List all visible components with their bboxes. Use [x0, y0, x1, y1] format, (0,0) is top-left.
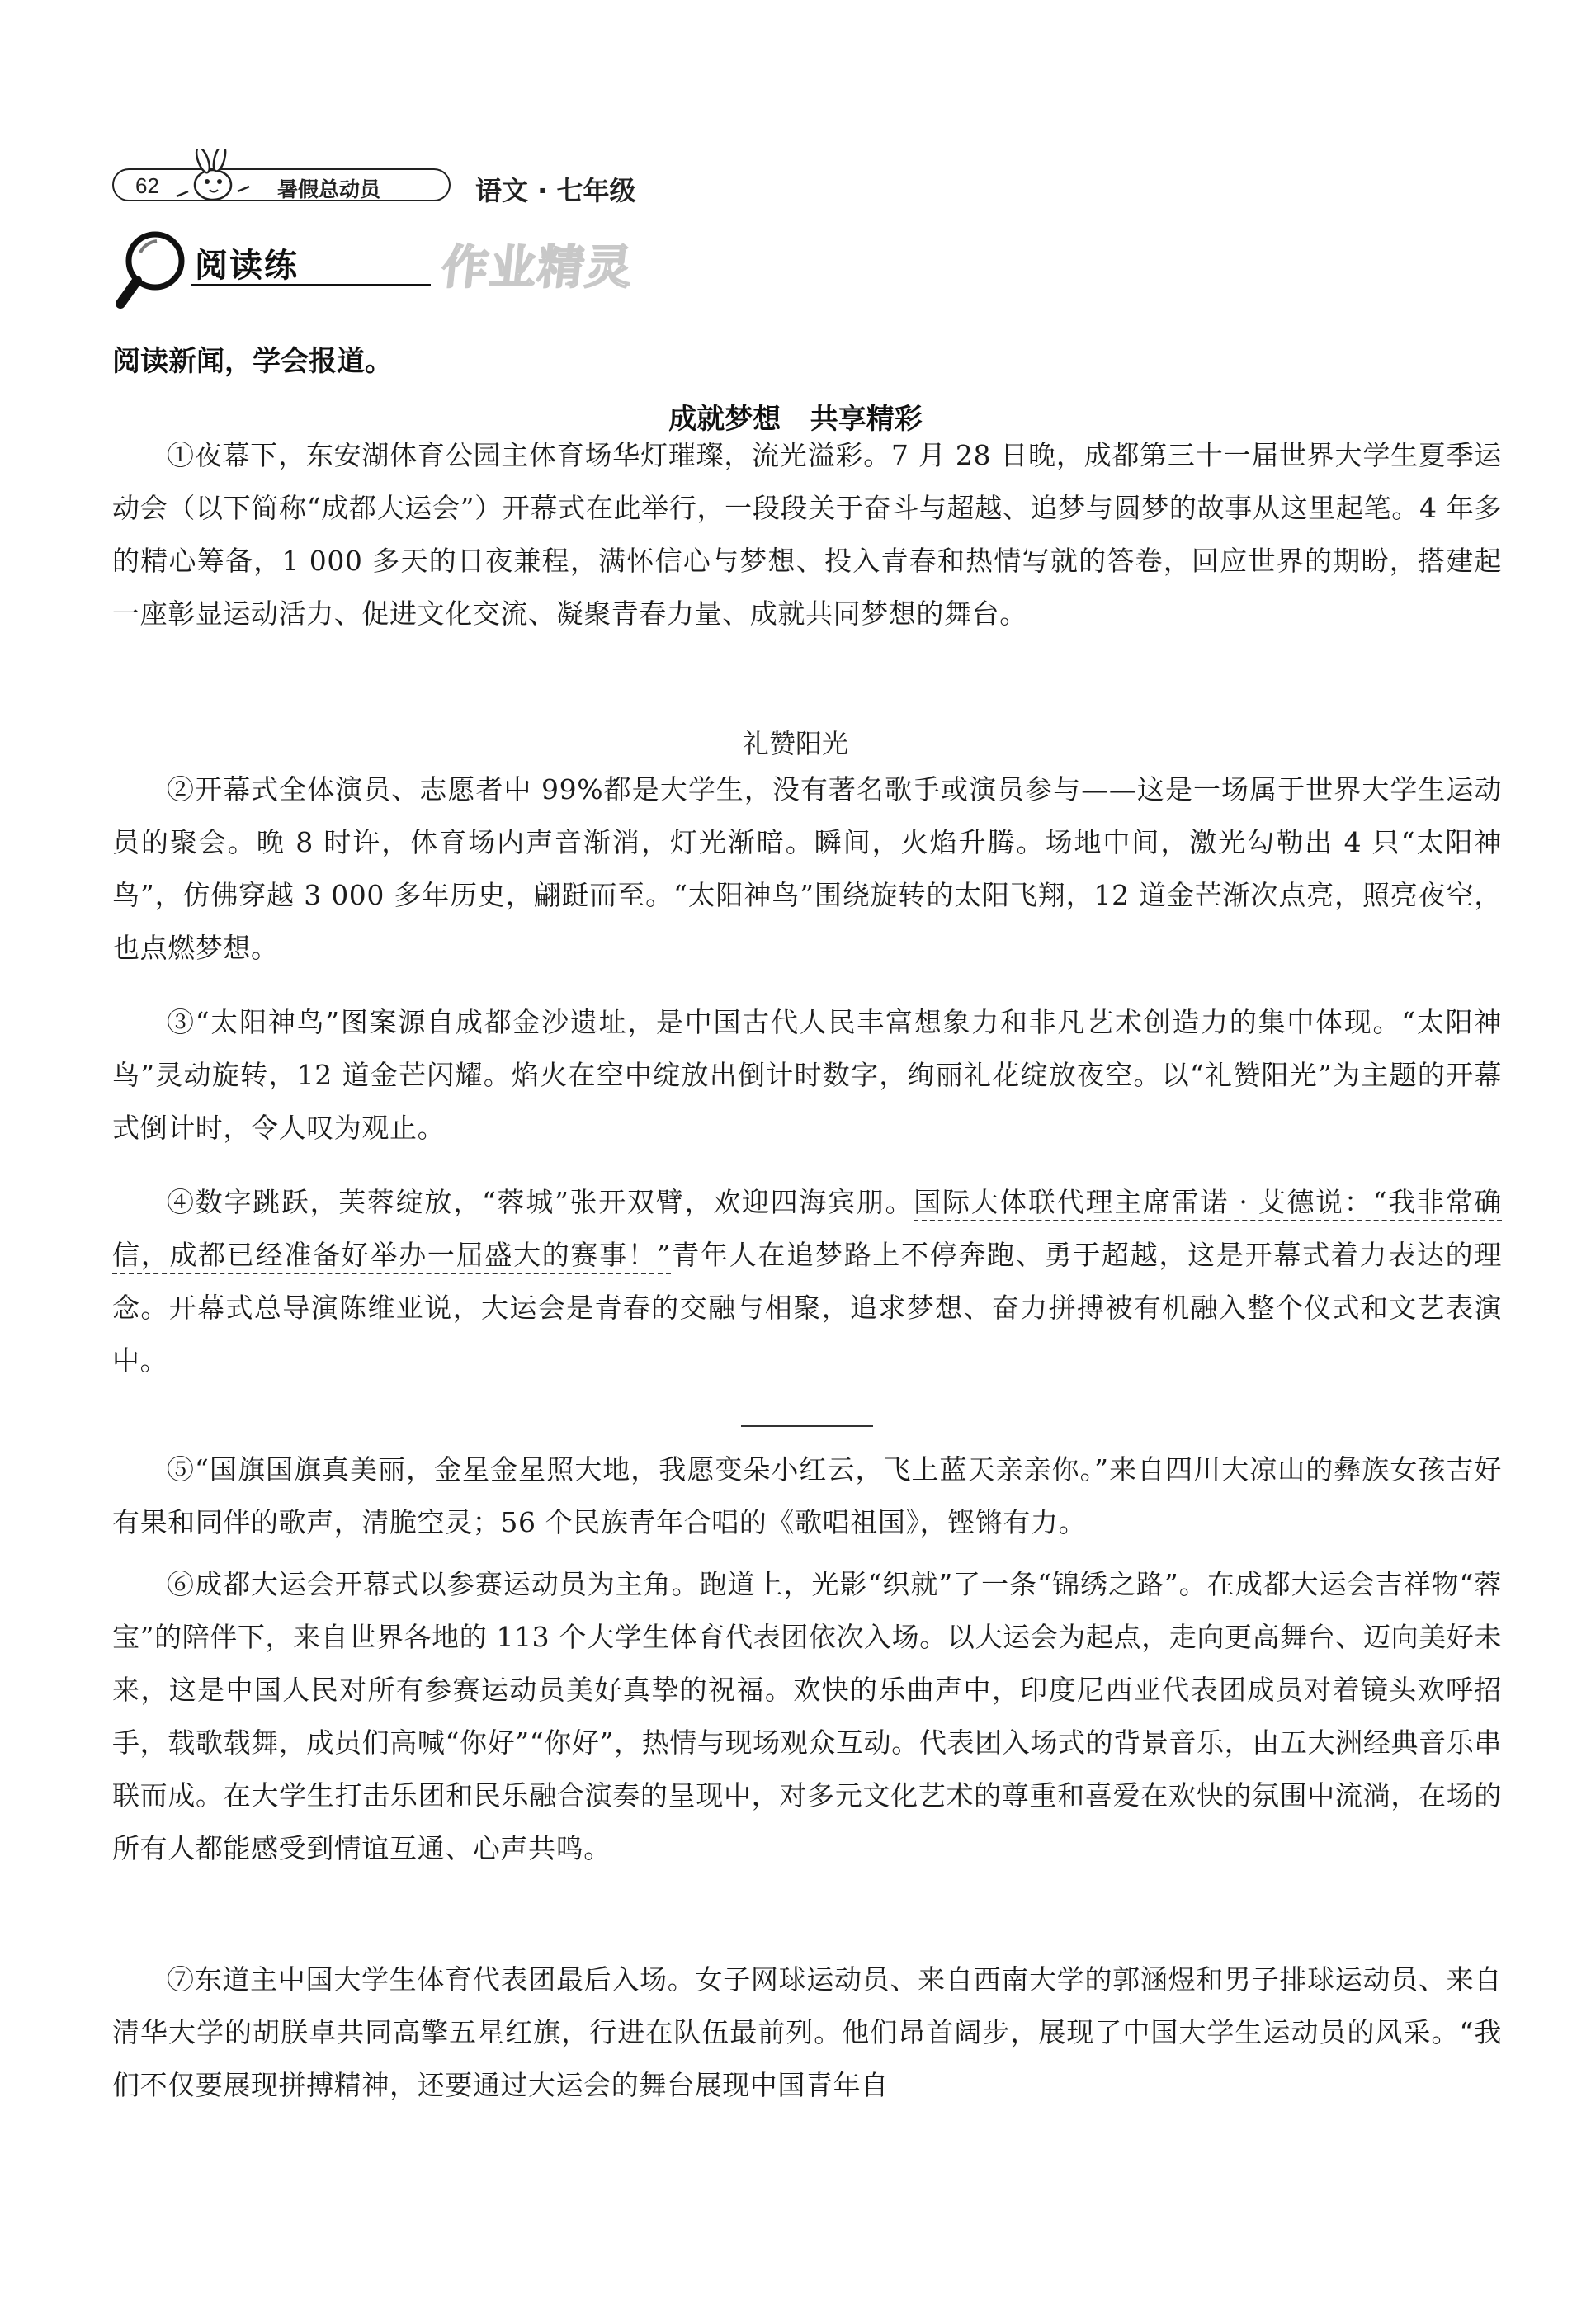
paragraph-4-intro: ④数字跳跃，芙蓉绽放，“蓉城”张开双臂，欢迎四海宾朋。 [167, 1186, 914, 1218]
section-underline [191, 284, 431, 286]
paragraph-5: ⑤“国旗国旗真美丽，金星金星照大地，我愿变朵小红云，飞上蓝天亲亲你。”来自四川大凉山的彝族女孩吉好有果和同伴的歌声，清脆空灵；56 个民族青年合唱的《歌唱祖国》，铿锵有力。 [112, 1453, 1502, 1538]
paragraph-1: ①夜幕下，东安湖体育公园主体育场华灯璀璨，流光溢彩。7 月 28 日晚，成都第三十一届世界大学生夏季运动会（以下简称“成都大运会”）开幕式在此举行，一段段关于奋斗与超越、追梦与圆梦的故事从这里起笔。4 年多的精心筹备，1 000 多天的日夜兼程，满怀信心与梦想、投入青春和热情写就的答卷，回应世界的期盼，搭建起一座彰显运动活力、促进文化交流、凝聚青春力量、成就共同梦想的舞台。 [112, 439, 1502, 630]
brand-name: 暑假总动员 [277, 177, 381, 201]
magnifier-icon [112, 224, 203, 315]
paragraph-7: ⑦东道主中国大学生体育代表团最后入场。女子网球运动员、来自西南大学的郭涵煜和男子排球运动员、来自清华大学的胡朕卓共同高擎五星红旗，行进在队伍最前列。他们昂首阔步，展现了中国大学生运动员的风采。“我们不仅要展现拼搏精神，还要通过大运会的舞台展现中国青年自 [112, 1963, 1502, 2101]
section-divider [741, 1425, 873, 1427]
page-number: 62 [135, 173, 159, 198]
paragraph-3: ③“太阳神鸟”图案源自成都金沙遗址，是中国古代人民丰富想象力和非凡艺术创造力的集中体现。“太阳神鸟”灵动旋转，12 道金芒闪耀。焰火在空中绽放出倒计时数字，绚丽礼花绽放夜空。以“礼赞阳光”为主题的开幕式倒计时，令人叹为观止。 [112, 1006, 1502, 1144]
article-title: 成就梦想 共享精彩 [668, 403, 923, 436]
subject-grade: 语文 · 七年级 [475, 175, 636, 206]
watermark: 作业精灵 [439, 241, 636, 295]
rabbit-mascot-icon [170, 149, 253, 206]
instruction: 阅读新闻，学会报道。 [112, 345, 393, 378]
paragraph-4 [112, 1176, 1502, 1387]
section-title: 阅读练 [195, 247, 299, 285]
paragraph-4-rest: 青年人在追梦路上不停奔跑、勇于超越，这是开幕式着力表达的理念。开幕式总导演陈维亚说，大运会是青春的交融与相聚，追求梦想、奋力拼搏被有机融入整个仪式和文艺表演中。 [112, 1239, 1502, 1377]
section-banner [112, 224, 640, 315]
subheading: 礼赞阳光 [742, 728, 848, 759]
paragraph-6: ⑥成都大运会开幕式以参赛运动员为主角。跑道上，光影“织就”了一条“锦绣之路”。在成都大运会吉祥物“蓉宝”的陪伴下，来自世界各地的 113 个大学生体育代表团依次入场。以大运会为起点，走向更高舞台、迈向美好未来，这是中国人民对所有参赛运动员美好真挚的祝福。欢快的乐曲声中，印度尼西亚代表团成员对着镜头欢呼招手，载歌载舞，成员们高喊“你好”“你好”，热情与现场观众互动。代表团入场式的背景音乐，由五大洲经典音乐串联而成。在大学生打击乐团和民乐融合演奏的呈现中，对多元文化艺术的尊重和喜爱在欢快的氛围中流淌，在场的所有人都能感受到情谊互通、心声共鸣。 [112, 1568, 1502, 1864]
paragraph-2: ②开幕式全体演员、志愿者中 99%都是大学生，没有著名歌手或演员参与——这是一场属于世界大学生运动员的聚会。晚 8 时许，体育场内声音渐消，灯光渐暗。瞬间，火焰升腾。场地中间，激光勾勒出 4 只“太阳神鸟”，仿佛穿越 3 000 多年历史，翩跹而至。“太阳神鸟”围绕旋转的太阳飞翔，12 道金芒渐次点亮，照亮夜空，也点燃梦想。 [112, 773, 1502, 964]
page-header [112, 162, 822, 211]
marked-quote: 国际大体联代理主席雷诺 · 艾德说：“我非常确信，成都已经准备好举办一届盛大的赛事！” [112, 1186, 1502, 1274]
